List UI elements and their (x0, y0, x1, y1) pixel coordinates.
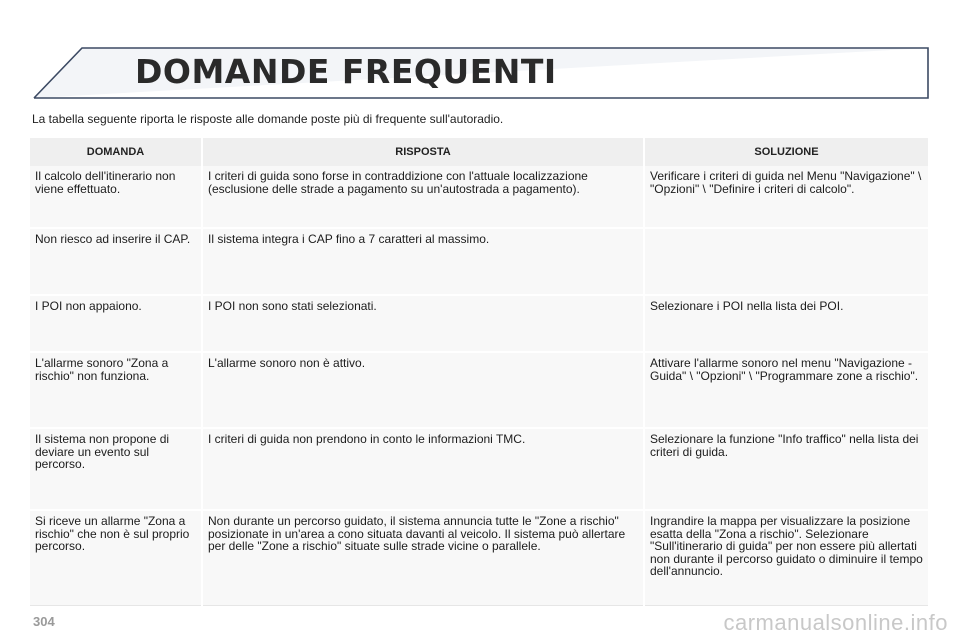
answer-cell: Il sistema integra i CAP fino a 7 caratteri al massimo. (202, 228, 644, 295)
question-cell: Il sistema non propone di deviare un evento sul percorso. (30, 428, 202, 510)
table-row (30, 166, 928, 228)
question-cell: L'allarme sonoro "Zona a rischio" non funziona. (30, 352, 202, 428)
intro-text: La tabella seguente riporta le risposte alle domande poste più di frequente sull'autoradio. (32, 112, 504, 126)
page-title: DOMANDE FREQUENTI (135, 52, 557, 91)
question-cell: Non riesco ad inserire il CAP. (30, 228, 202, 295)
table-row (30, 428, 928, 510)
answer-cell: I POI non sono stati selezionati. (202, 295, 644, 352)
table-row (30, 295, 928, 352)
column-header-answer: RISPOSTA (202, 138, 644, 166)
faq-table (30, 138, 928, 606)
watermark: carmanualsonline.info (723, 610, 948, 635)
table-row (30, 352, 928, 428)
solution-cell: Attivare l'allarme sonoro nel menu "Navigazione - Guida" \ "Opzioni" \ "Programmare zone a rischio". (644, 352, 928, 428)
question-cell: Il calcolo dell'itinerario non viene effettuato. (30, 166, 202, 228)
page-number: 304 (33, 614, 55, 629)
solution-cell: Ingrandire la mappa per visualizzare la posizione esatta della "Zona a rischio". Selezionare "Sull'itinerario di guida" per non essere più allertati non durante il percorso guidato o diminuire il tempo dell'annuncio. (644, 510, 928, 606)
table-row (30, 510, 928, 606)
answer-cell: I criteri di guida sono forse in contraddizione con l'attuale localizzazione (esclusione delle strade a pagamento su un'autostrada a pagamento). (202, 166, 644, 228)
answer-cell: L'allarme sonoro non è attivo. (202, 352, 644, 428)
solution-cell: Selezionare i POI nella lista dei POI. (644, 295, 928, 352)
table-header-row (30, 138, 928, 166)
question-cell: I POI non appaiono. (30, 295, 202, 352)
answer-cell: I criteri di guida non prendono in conto le informazioni TMC. (202, 428, 644, 510)
question-cell: Si riceve un allarme "Zona a rischio" che non è sul proprio percorso. (30, 510, 202, 606)
solution-cell (644, 228, 928, 295)
answer-cell: Non durante un percorso guidato, il sistema annuncia tutte le "Zone a rischio" posizionate in un'area a cono situata davanti al veicolo. Il sistema può allertare per delle "Zone a rischio" situate sulle strade vicine o parallele. (202, 510, 644, 606)
table-row (30, 228, 928, 295)
solution-cell: Verificare i criteri di guida nel Menu "Navigazione" \ "Opzioni" \ "Definire i criteri di calcolo". (644, 166, 928, 228)
solution-cell: Selezionare la funzione "Info traffico" nella lista dei criteri di guida. (644, 428, 928, 510)
column-header-question: DOMANDA (30, 138, 202, 166)
column-header-solution: SOLUZIONE (644, 138, 928, 166)
